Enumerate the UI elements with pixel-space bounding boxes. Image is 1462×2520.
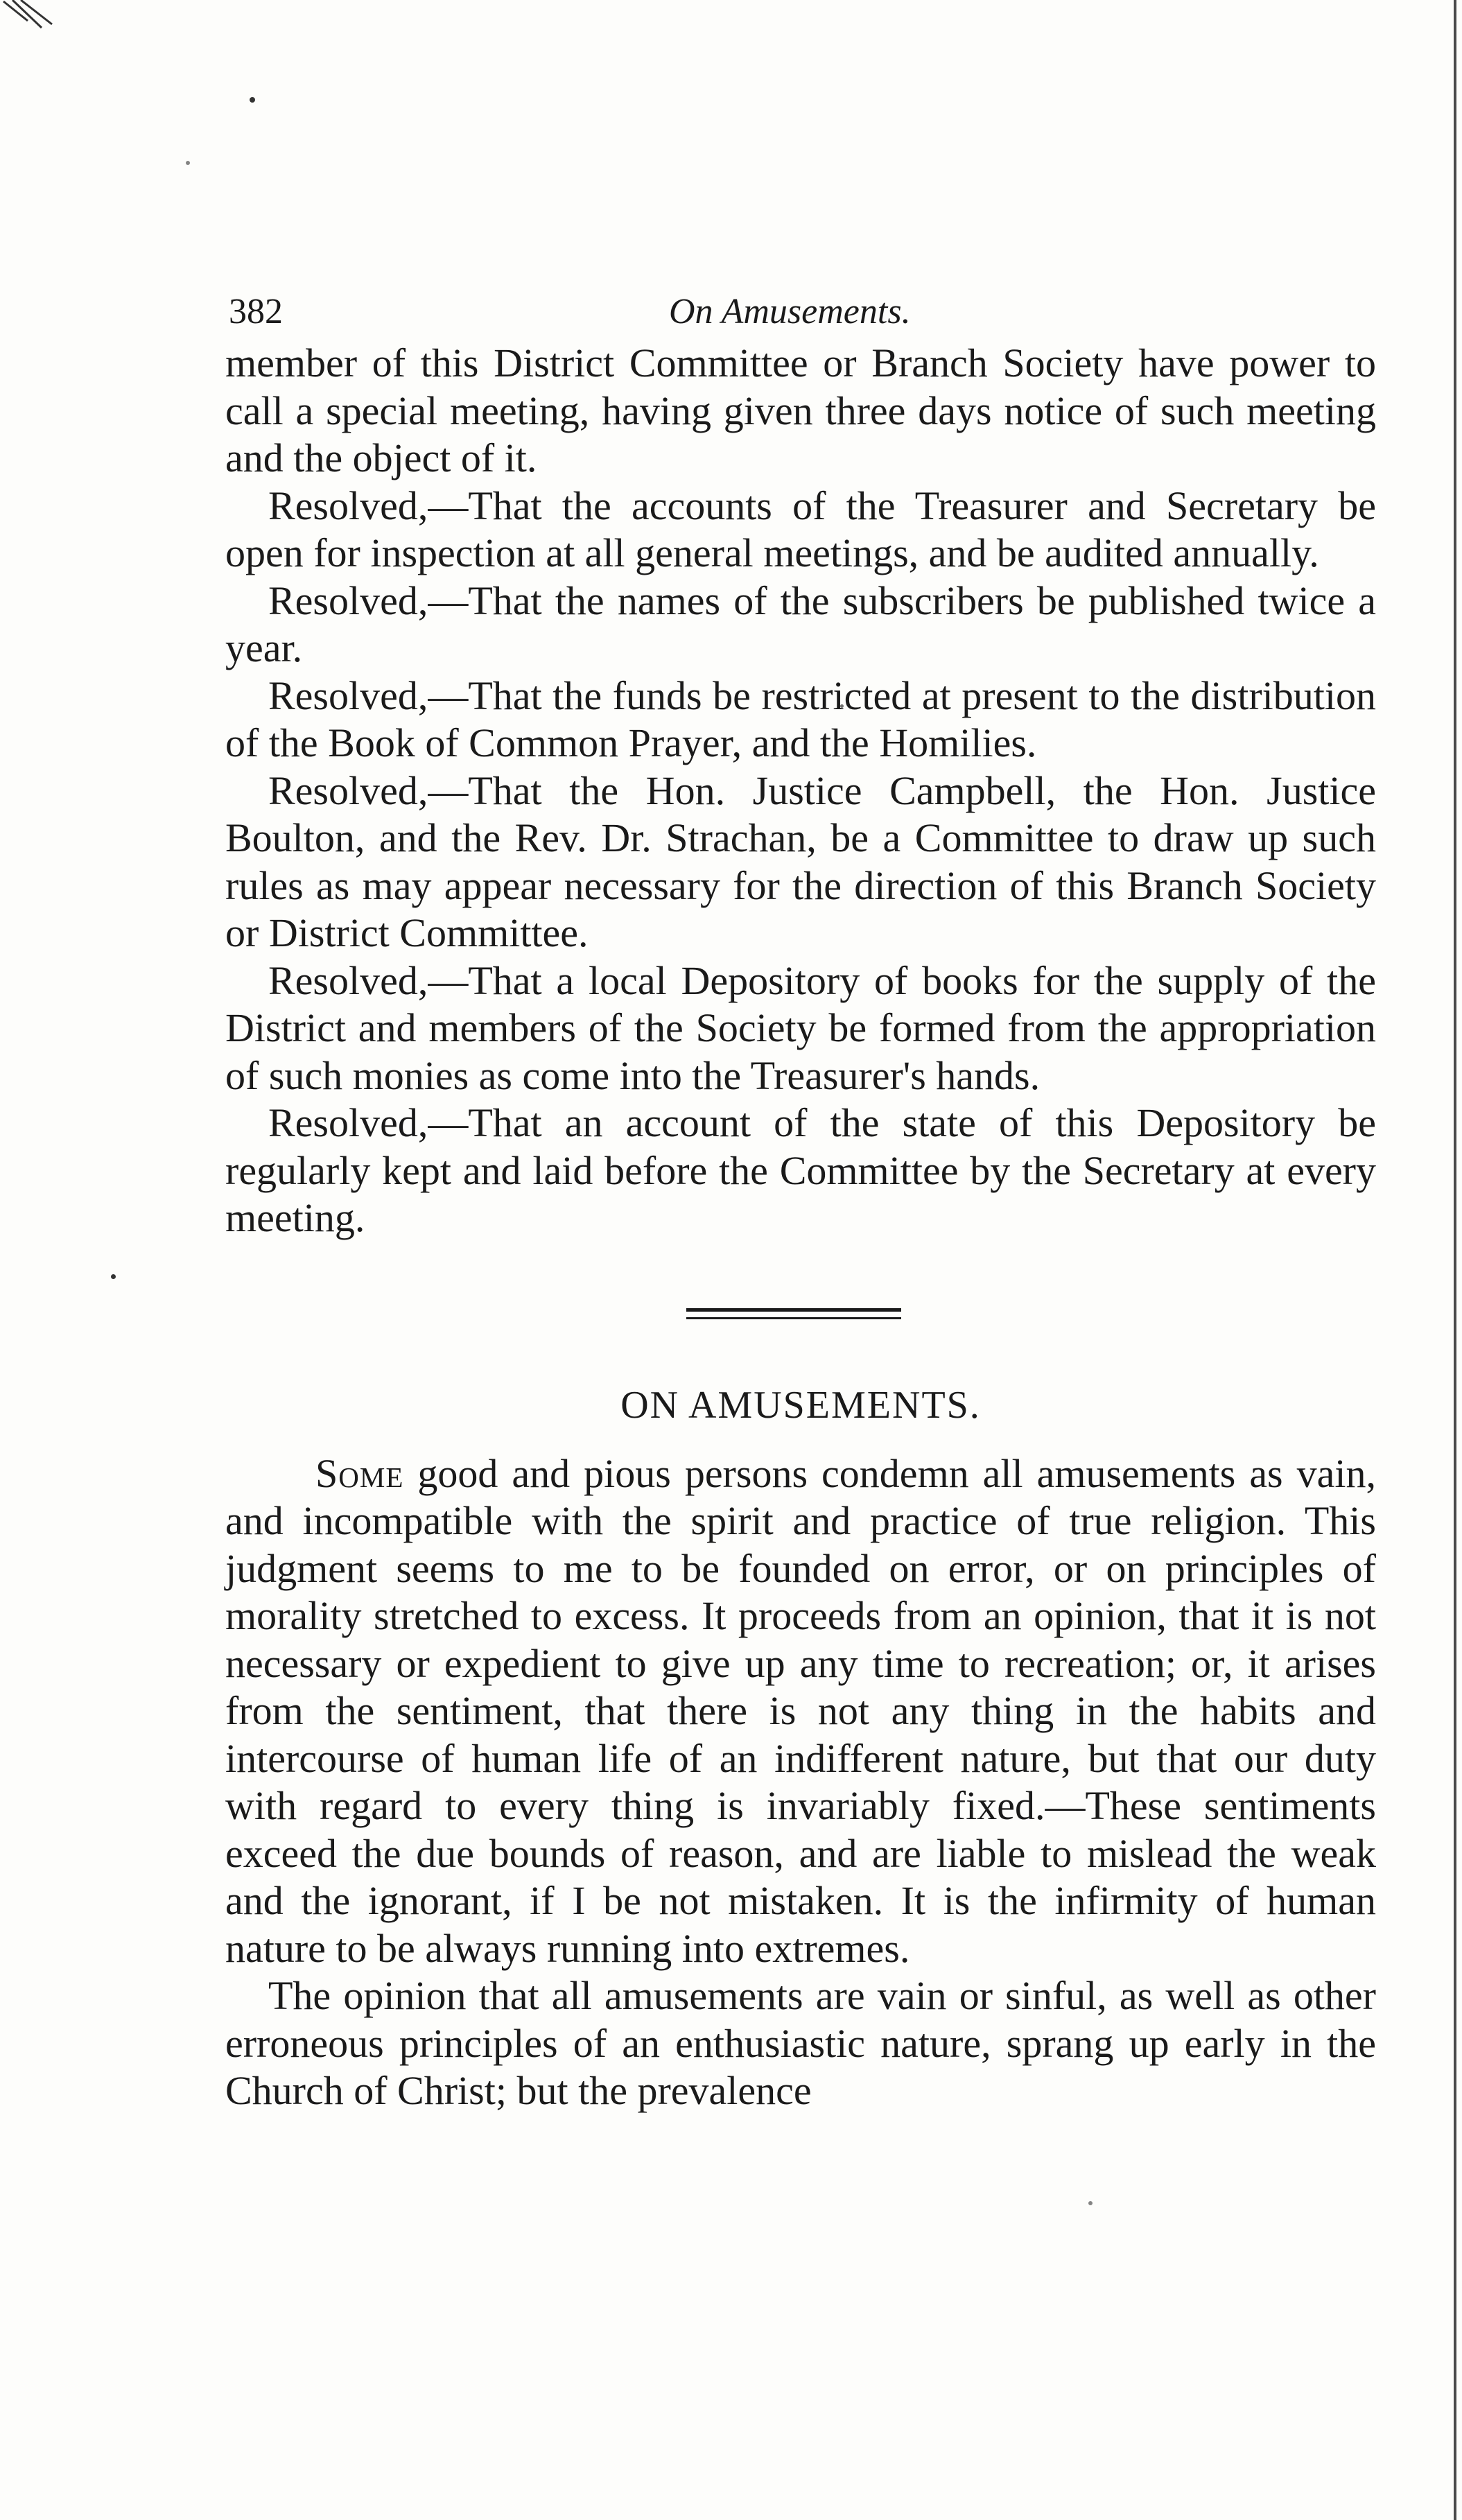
paragraph: The opinion that all amusements are vain or sinful, as well as other erroneous principles of an enthusiastic nature, sprang up early in the Church of Christ; but the prevalence [225, 1973, 1376, 2113]
book-page [225, 277, 1376, 2115]
paragraph: Resolved,—That the Hon. Justice Campbell, the Hon. Justice Boulton, and the Rev. Dr. Strachan, be a Committee to draw up such rules as may appear necessary for the direction of this Branch Society or District Committee. [225, 767, 1376, 955]
page-number: 382 [229, 292, 283, 331]
speck-mark [250, 97, 255, 103]
scan-edge-line [1454, 0, 1456, 2520]
paragraph-text: good and pious persons condemn all amusements as vain, and incompatible with the spirit and practice of true religion. This judgment seems to me to be founded on error, or on principles of morality stretched to excess. It proceeds from an opinion, that it is not necessary or expedient to give up any time to recreation; or, it arises from the sentiment, that there is not any thing in the habits and intercourse of human life of an indifferent nature, but that our duty with regard to every thing is invariably fixed.—These sentiments exceed the due bounds of reason, and are liable to mislead the weak and the ignorant, if I be not mistaken. It is the infirmity of human nature to be always running into extremes. [225, 1450, 1376, 1971]
paragraph: member of this District Committee or Branch Society have power to call a special meeting, having given three days notice of such meeting and the object of it. [225, 340, 1376, 480]
divider-rule-thick [686, 1308, 901, 1312]
speck-mark [1088, 2201, 1093, 2205]
scan-corner-mark [0, 0, 62, 49]
resolutions-block [225, 340, 1376, 1242]
paragraph: Resolved,—That the accounts of the Treasurer and Secretary be open for inspection at all general meetings, and be audited annually. [225, 483, 1376, 575]
paragraph: Resolved,—That a local Depository of books for the supply of the District and members of the Society be formed from the appropriation of such monies as come into the Treasurer's hands. [225, 957, 1376, 1098]
lead-word: Some [315, 1450, 404, 1496]
divider-rule-thin [686, 1317, 901, 1319]
section-divider [225, 1242, 1376, 1360]
paragraph [225, 1450, 1376, 1973]
paragraph: Resolved,—That an account of the state of this Depository be regularly kept and laid before the Committee by the Secretary at every meeting. [225, 1100, 1376, 1240]
speck-mark [186, 161, 190, 165]
speck-mark [111, 1274, 116, 1279]
running-head [225, 277, 1376, 340]
running-title: On Amusements. [669, 292, 911, 331]
paragraph: Resolved,—That the names of the subscribers be published twice a year. [225, 577, 1376, 670]
article-body [225, 1450, 1376, 2115]
article-title: ON AMUSEMENTS. [620, 1383, 981, 1427]
paragraph: Resolved,—That the funds be restricted at present to the distribution of the Book of Common Prayer, and the Homilies. [225, 672, 1376, 765]
